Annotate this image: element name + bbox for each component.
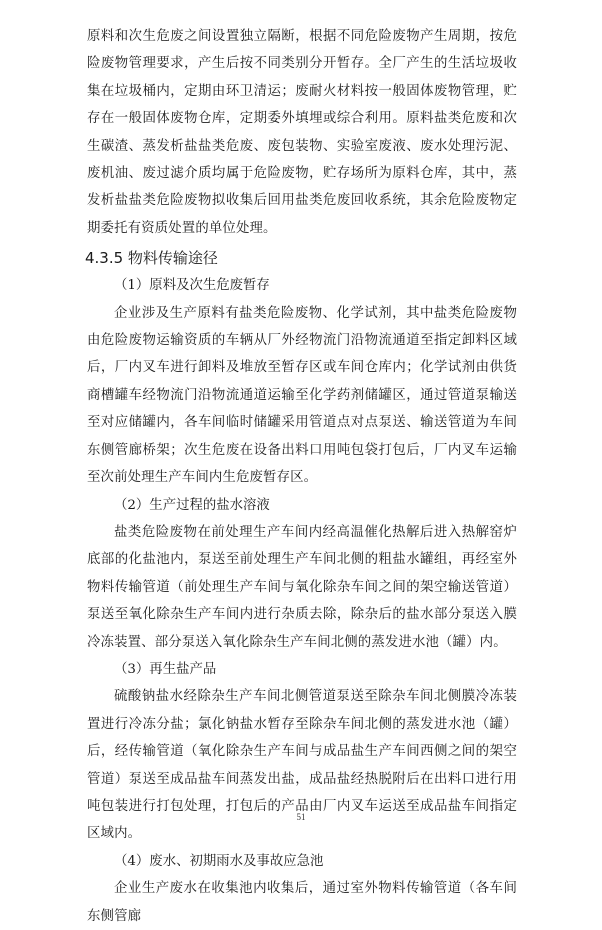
section-heading-4-3-5: 4.3.5 物料传输途径 [85,249,218,268]
subsection-heading-brine-solution: （2）生产过程的盐水溶液 [114,497,270,513]
page-number: 51 [296,812,306,822]
paragraph-wastewater: 企业生产废水在收集池内收集后，通过室外物料传输管道（各车间东侧管廊 [87,881,517,924]
paragraph-brine-solution: 盐类危险废物在前处理生产车间内经高温催化热解后进入热解窑炉底部的化盐池内，泵送至前处理生产车间北侧的粗盐水罐组，再经室外物料传输管道（前处理生产车间与氧化除杂车间之间的架空输送管道）泵送至氧化除杂生产车间内进行杂质去除，除杂后的盐水部分泵送入膜冷冻装置、部分泵送入氧化除杂生产车间北侧的蒸发进水池（罐）内。 [87,524,517,650]
subsection-heading-wastewater: （4）废水、初期雨水及事故应急池 [114,853,324,869]
paragraph-continued: 原料和次生危废之间设置独立隔断，根据不同危险废物产生周期，按危险废物管理要求，产生后按不同类别分开暂存。全厂产生的生活垃圾收集在垃圾桶内，定期由环卫清运；废耐火材料按一般固体废物管理，贮存在一般固体废物仓库，定期委外填埋或综合利用。原料盐类危废和次生碳渣、蒸发析盐盐类危废、废包装物、实验室废液、废水处理污泥、废机油、废过滤介质均属于危险废物，贮存场所为原料仓库，其中，蒸发析盐盐类危险废物拟收集后回用盐类危废回收系统，其余危险废物定期委托有资质处置的单位处理。 [87,29,517,236]
subsection-heading-recycled-salt: （3）再生盐产品 [114,661,217,677]
paragraph-raw-material-storage: 企业涉及生产原料有盐类危险废物、化学试剂，其中盐类危险废物由危险废物运输资质的车辆从厂外经物流门沿物流通道至指定卸料区域后，厂内叉车进行卸料及堆放至暂存区或车间仓库内；化学试剂由供货商槽罐车经物流门沿物流通道运输至化学药剂储罐区，通过管道泵输送至对应储罐内，各车间临时储罐采用管道点对点泵送、输送管道为车间东侧管廊桥架；次生危废在设备出料口用吨包袋打包后，厂内叉车运输至次前处理生产车间内生危废暂存区。 [87,305,517,486]
paragraph-recycled-salt: 硫酸钠盐水经除杂生产车间北侧管道泵送至除杂车间北侧膜冷冻装置进行冷冻分盐；氯化钠盐水暂存至除杂车间北侧的蒸发进水池（罐）后，经传输管道（氧化除杂生产车间与成品盐生产车间西侧之间的架空管道）泵送至成品盐车间蒸发出盐，成品盐经热脱附后在出料口进行用吨包装进行打包处理，打包后的产品由厂内叉车运送至成品盐车间指定区域内。 [87,689,517,842]
subsection-heading-raw-material-storage: （1）原料及次生危废暂存 [114,278,270,294]
page-content [87,23,517,930]
